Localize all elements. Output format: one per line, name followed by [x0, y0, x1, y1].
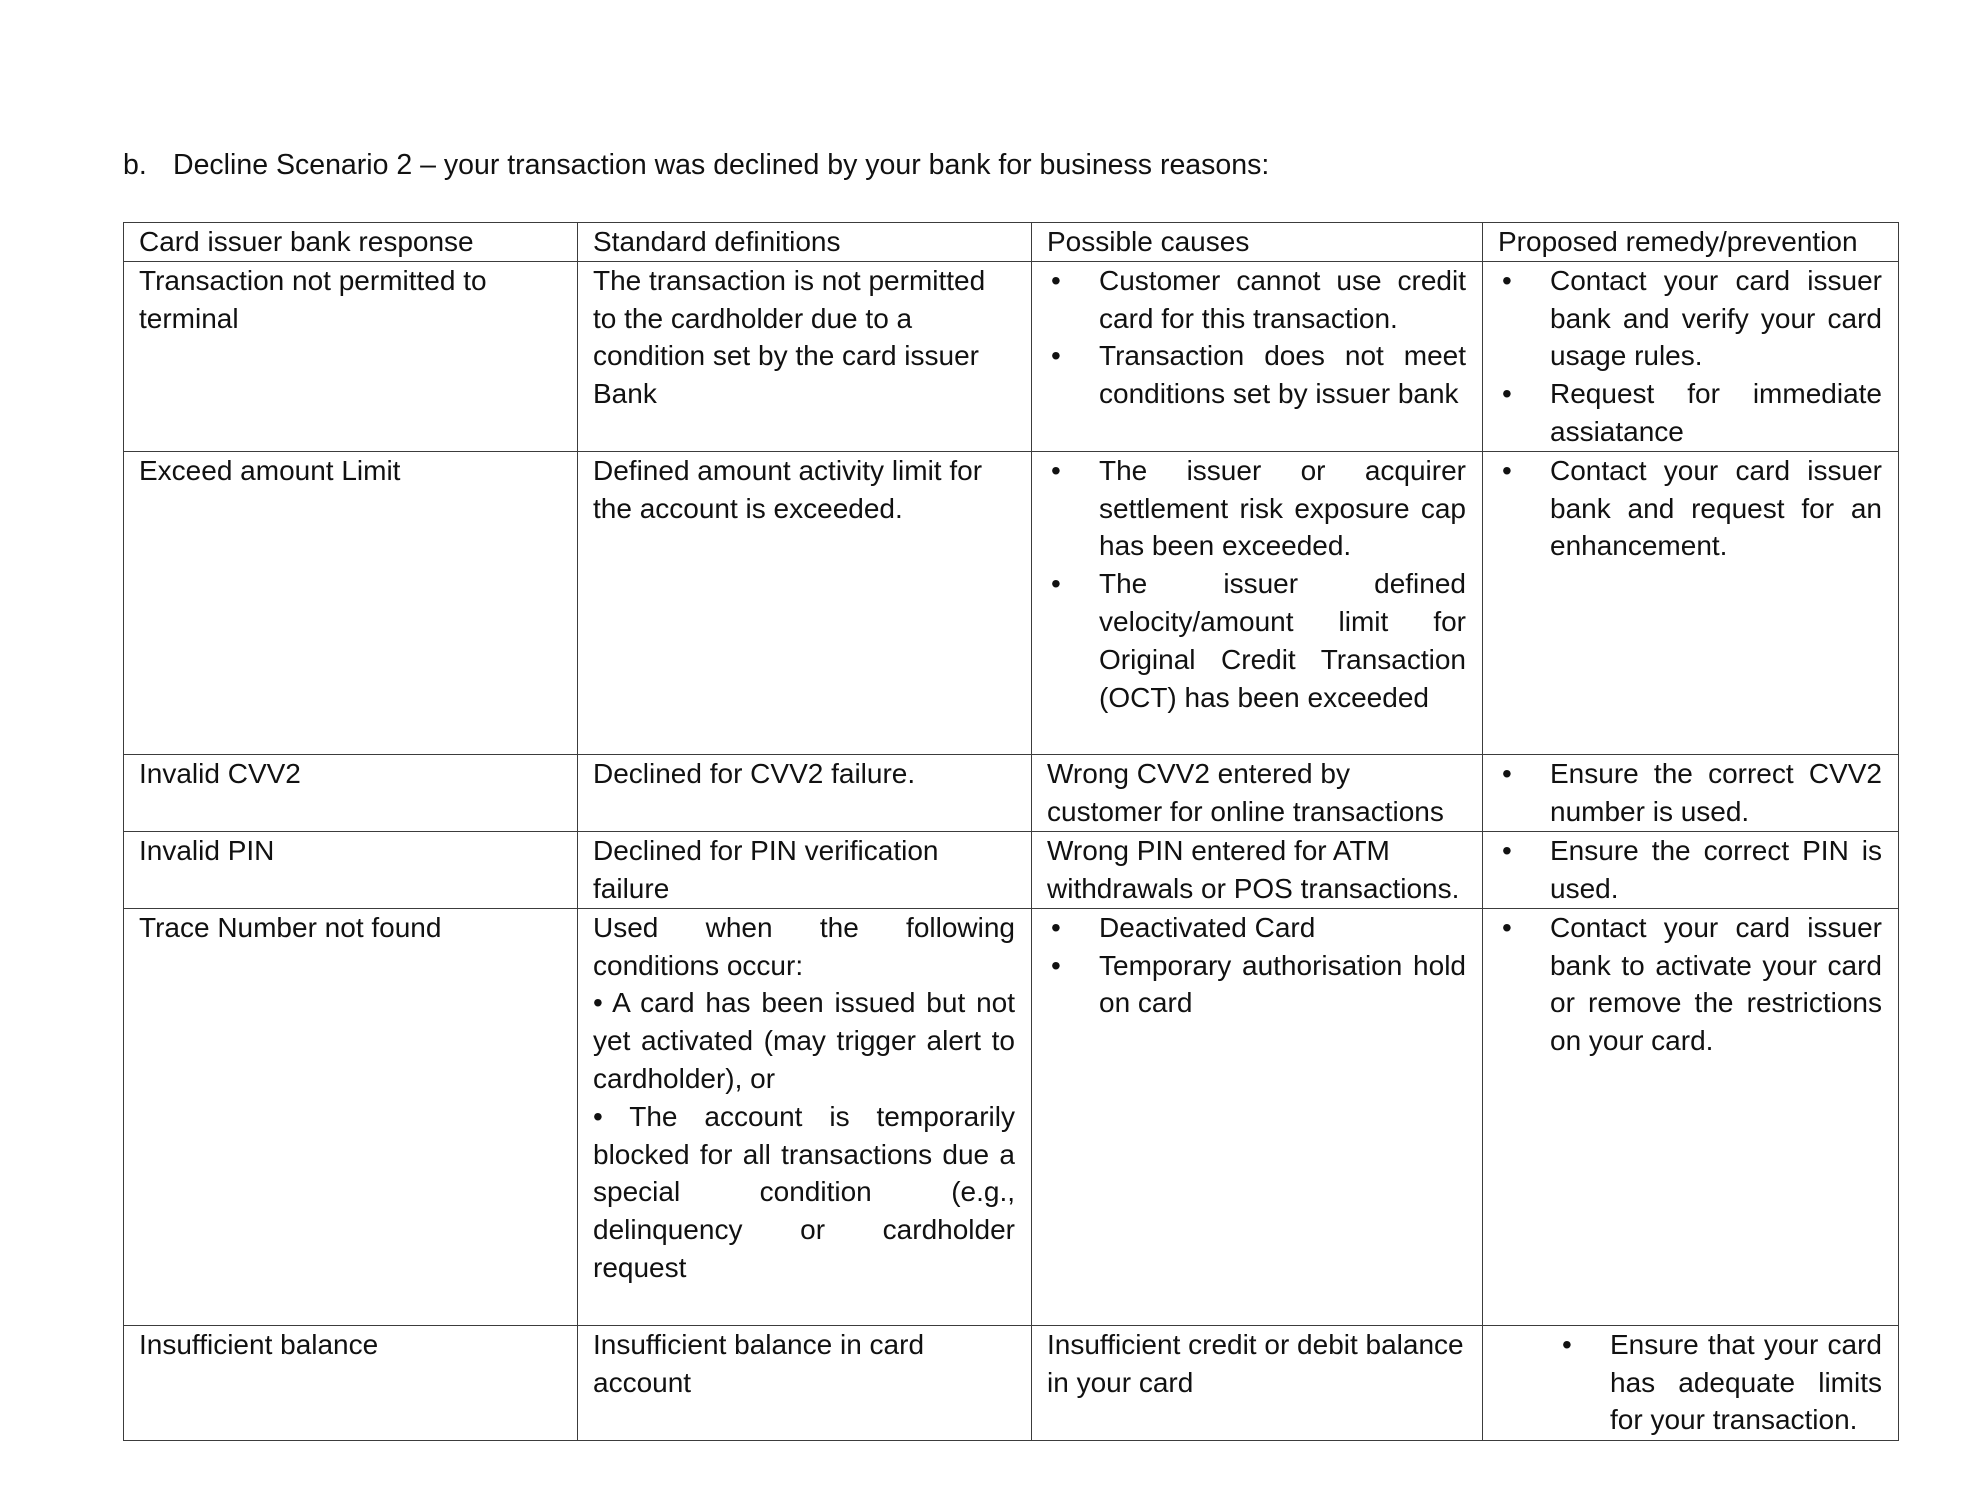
remedy-cell [1483, 1325, 1899, 1440]
remedy-cell [1483, 908, 1899, 1325]
remedy-item: • Contact your card issuer bank and verify your card usage rules. [1498, 262, 1882, 375]
remedy-item: • Contact your card issuer bank and request for an enhancement. [1498, 452, 1882, 565]
header-causes: Possible causes [1032, 223, 1483, 262]
remedy-item: • Ensure that your card has adequate limits for your transaction. [1498, 1326, 1882, 1439]
remedy-item: • Request for immediate assiatance [1498, 375, 1882, 451]
header-definition: Standard definitions [578, 223, 1032, 262]
table-row [124, 1325, 1899, 1440]
remedy-cell [1483, 754, 1899, 831]
response-cell: Invalid CVV2 [124, 754, 578, 831]
definition-cell: Declined for CVV2 failure. [578, 754, 1032, 831]
remedy-cell [1483, 451, 1899, 754]
remedy-item: • Ensure the correct CVV2 number is used. [1498, 755, 1882, 831]
definition-cell: Declined for PIN verification failure [578, 831, 1032, 908]
header-response: Card issuer bank response [124, 223, 578, 262]
cause-item: • Deactivated Card [1047, 909, 1466, 947]
response-cell: Trace Number not found [124, 908, 578, 1325]
remedy-item: • Ensure the correct PIN is used. [1498, 832, 1882, 908]
header-remedy: Proposed remedy/prevention [1483, 223, 1899, 262]
section-title: Decline Scenario 2 – your transaction was declined by your bank for business reasons: [173, 149, 1270, 181]
table-row [124, 451, 1899, 754]
causes-cell [1032, 261, 1483, 451]
table-row [124, 831, 1899, 908]
section-marker: b. [123, 149, 147, 181]
cause-item: • Transaction does not meet conditions set by issuer bank [1047, 337, 1466, 413]
response-cell: Exceed amount Limit [124, 451, 578, 754]
table-row [124, 754, 1899, 831]
remedy-item: • Contact your card issuer bank to activate your card or remove the restrictions on your card. [1498, 909, 1882, 1060]
causes-cell [1032, 908, 1483, 1325]
causes-cell [1032, 451, 1483, 754]
causes-cell: Wrong PIN entered for ATM withdrawals or POS transactions. [1032, 831, 1483, 908]
response-cell: Transaction not permitted to terminal [124, 261, 578, 451]
table-row [124, 908, 1899, 1325]
definition-point: • The account is temporarily blocked for all transactions due a special condition (e.g., delinquency or cardholder request [593, 1100, 1015, 1283]
definition-cell: The transaction is not permitted to the cardholder due to a condition set by the card issuer Bank [578, 261, 1032, 451]
cause-item: • Temporary authorisation hold on card [1047, 947, 1466, 1023]
table-header-row [124, 223, 1899, 262]
section-heading [123, 147, 1269, 183]
definition-cell [578, 908, 1032, 1325]
remedy-cell [1483, 261, 1899, 451]
remedy-cell [1483, 831, 1899, 908]
definition-intro: Used when the following conditions occur: [593, 911, 1015, 981]
definition-cell: Defined amount activity limit for the account is exceeded. [578, 451, 1032, 754]
cause-item: • Customer cannot use credit card for this transaction. [1047, 262, 1466, 338]
response-cell: Invalid PIN [124, 831, 578, 908]
causes-cell: Insufficient credit or debit balance in your card [1032, 1325, 1483, 1440]
cause-item: • The issuer or acquirer settlement risk exposure cap has been exceeded. [1047, 452, 1466, 565]
causes-cell: Wrong CVV2 entered by customer for online transactions [1032, 754, 1483, 831]
definition-point: • A card has been issued but not yet activated (may trigger alert to cardholder), or [593, 987, 1015, 1094]
decline-reasons-table [123, 222, 1899, 1441]
definition-cell: Insufficient balance in card account [578, 1325, 1032, 1440]
response-cell: Insufficient balance [124, 1325, 578, 1440]
table-row [124, 261, 1899, 451]
cause-item: • The issuer defined velocity/amount limit for Original Credit Transaction (OCT) has been exceeded [1047, 565, 1466, 716]
